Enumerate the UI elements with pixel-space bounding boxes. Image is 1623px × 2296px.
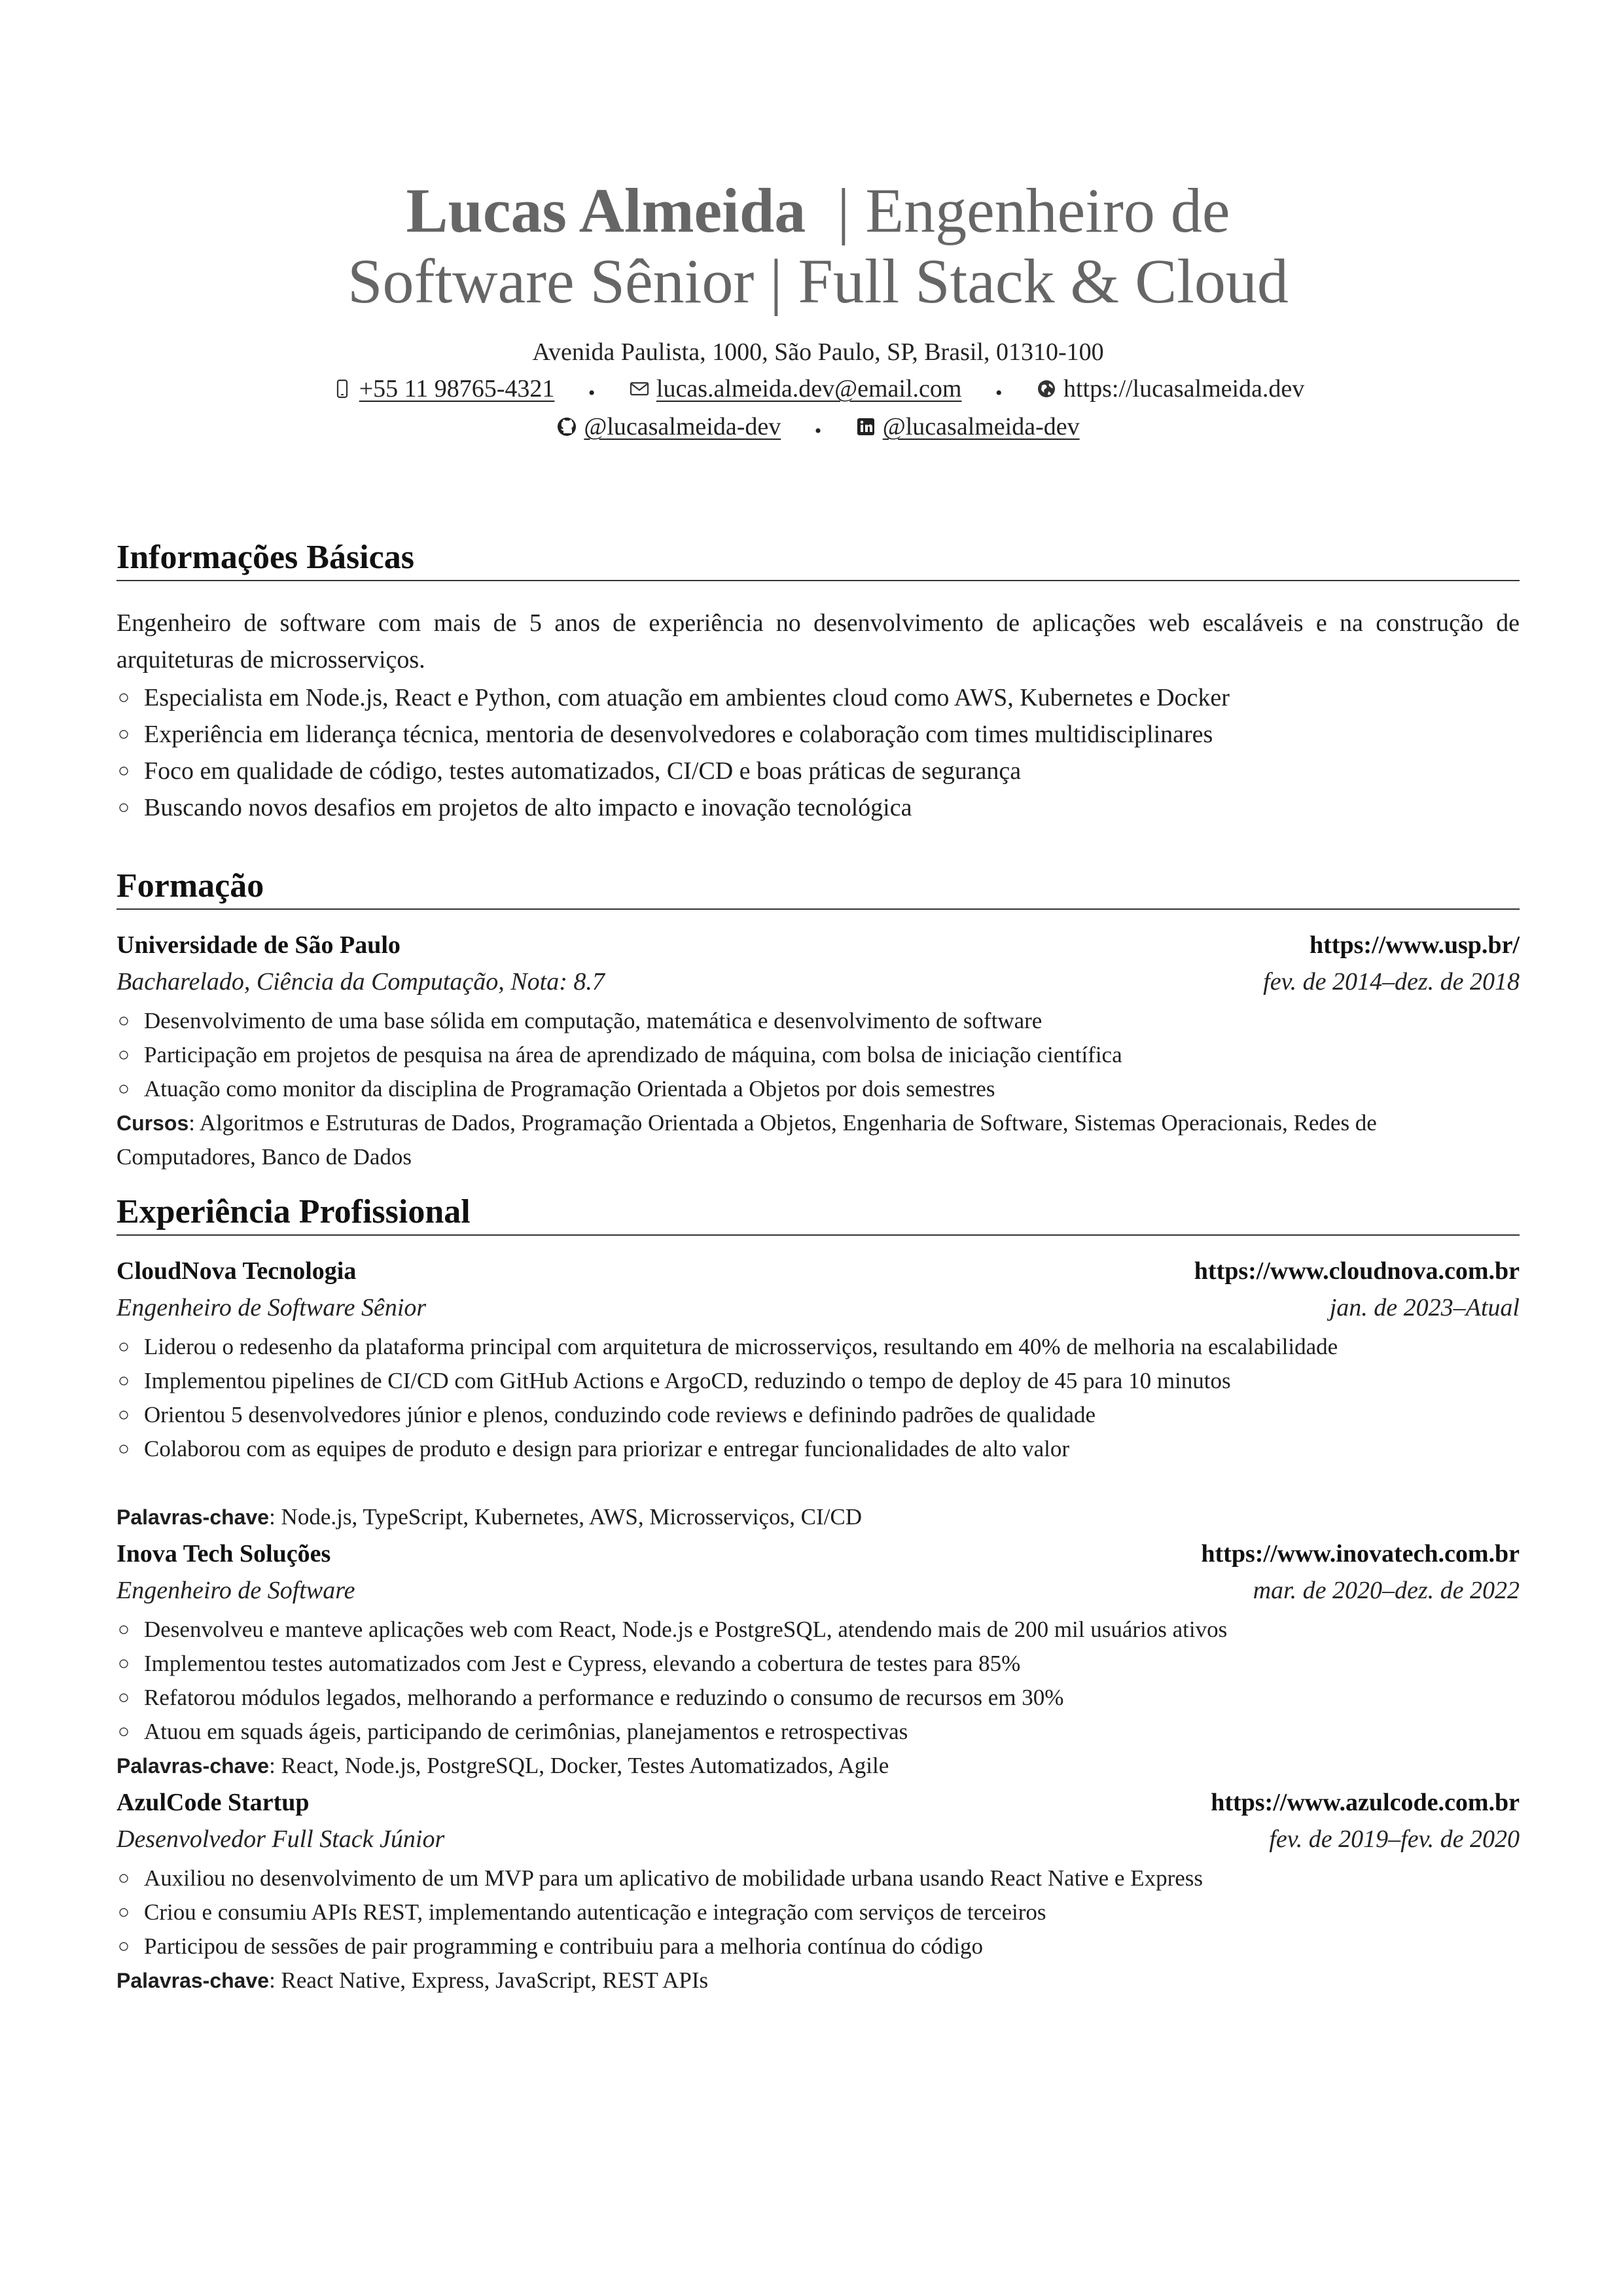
list-item: [116, 1647, 1520, 1681]
job-sub: [116, 1822, 1520, 1856]
list-item: [116, 1861, 1520, 1895]
job-bullets: [116, 1861, 1520, 1964]
list-item-text: Implementou testes automatizados com Jest e Cypress, elevando a cobertura de testes para 85%: [144, 1651, 1021, 1676]
separator-dot: •: [995, 382, 1003, 404]
contact-line-2: [116, 410, 1520, 448]
list-item: [116, 1330, 1520, 1364]
resume-header: [116, 175, 1520, 317]
list-item-text: Participação em projetos de pesquisa na área de aprendizado de máquina, com bolsa de iniciação científica: [144, 1042, 1122, 1067]
bullet-circle-icon: ○: [118, 1336, 130, 1357]
github-link[interactable]: @lucasalmeida-dev: [584, 413, 781, 440]
company-url[interactable]: https://www.azulcode.com.br: [1211, 1789, 1520, 1816]
job-bullets: [116, 1330, 1520, 1466]
envelope-icon: [629, 378, 650, 399]
list-item: [116, 716, 1520, 753]
job-role: Engenheiro de Software Sênior: [116, 1294, 427, 1321]
keywords-list: Node.js, TypeScript, Kubernetes, AWS, Microsserviços, CI/CD: [281, 1504, 863, 1530]
bullet-circle-icon: ○: [118, 1935, 130, 1957]
experience-heading: Experiência Profissional: [116, 1193, 1520, 1236]
list-item: [116, 1398, 1520, 1432]
job-dates: jan. de 2023–Atual: [1329, 1294, 1520, 1321]
summary-bullets: [116, 679, 1520, 826]
phone-item[interactable]: [332, 372, 555, 406]
list-item: [116, 1681, 1520, 1715]
courses: Cursos: Algoritmos e Estruturas de Dados, Programação Orientada a Objetos, Engenharia de Software, Sistemas Operacionais, Redes de Computadores, Banco de Dados: [116, 1110, 1377, 1170]
list-item-text: Colaborou com as equipes de produto e design para priorizar e entregar funcionalidades de alto valor: [144, 1436, 1070, 1462]
bullet-circle-icon: ○: [118, 1438, 130, 1460]
courses-label: Cursos: [116, 1111, 189, 1135]
email-link[interactable]: lucas.almeida.dev@email.com: [656, 375, 962, 403]
list-item-text: Orientou 5 desenvolvedores júnior e plenos, conduzindo code reviews e definindo padrões de qualidade: [144, 1402, 1096, 1427]
github-item[interactable]: [556, 410, 781, 444]
job-keywords: Palavras-chave: Node.js, TypeScript, Kubernetes, AWS, Microsserviços, CI/CD: [116, 1504, 863, 1530]
education-heading: Formação: [116, 867, 1520, 910]
list-item-text: Desenvolvimento de uma base sólida em computação, matemática e desenvolvimento de software: [144, 1008, 1043, 1033]
address: Avenida Paulista, 1000, São Paulo, SP, Brasil, 01310-100: [532, 338, 1104, 366]
job-keywords: Palavras-chave: React Native, Express, JavaScript, REST APIs: [116, 1967, 709, 1993]
list-item-text: Atuação como monitor da disciplina de Programação Orientada a Objetos por dois semestres: [144, 1076, 995, 1102]
bullet-circle-icon: ○: [118, 760, 130, 781]
list-item-text: Participou de sessões de pair programming e contribuiu para a melhoria contínua do código: [144, 1933, 983, 1959]
list-item: [116, 679, 1520, 716]
job-bullets: [116, 1613, 1520, 1749]
list-item: [116, 1072, 1520, 1106]
bullet-circle-icon: ○: [118, 1867, 130, 1889]
education-entry-sub: [116, 965, 1520, 999]
bullet-circle-icon: ○: [118, 797, 130, 818]
courses-list: Algoritmos e Estruturas de Dados, Programação Orientada a Objetos, Engenharia de Software, Sistemas Operacionais, Redes de Computadores, Banco de Dados: [116, 1110, 1377, 1170]
bullet-circle-icon: ○: [118, 1370, 130, 1391]
headline-part-1: | Engenheiro de: [837, 175, 1230, 245]
job-sub: [116, 1291, 1520, 1325]
list-item-text: Refatorou módulos legados, melhorando a performance e reduzindo o consumo de recursos em 30%: [144, 1685, 1064, 1710]
job-role: Desenvolvedor Full Stack Júnior: [116, 1825, 445, 1853]
mobile-phone-icon: [332, 378, 353, 399]
keywords-label: Palavras-chave: [116, 1505, 270, 1529]
list-item: [116, 1895, 1520, 1929]
education-dates: fev. de 2014–dez. de 2018: [1263, 968, 1520, 996]
list-item-text: Desenvolveu e manteve aplicações web com React, Node.js e PostgreSQL, atendendo mais de 200 mil usuários ativos: [144, 1617, 1228, 1642]
list-item-text: Buscando novos desafios em projetos de alto impacto e inovação tecnológica: [144, 794, 912, 821]
bullet-circle-icon: ○: [118, 1653, 130, 1674]
list-item: [116, 789, 1520, 826]
job-header: [116, 1254, 1520, 1288]
institution-url[interactable]: https://www.usp.br/: [1310, 931, 1520, 959]
list-item-text: Especialista em Node.js, React e Python, com atuação em ambientes cloud como AWS, Kubernetes e Docker: [144, 684, 1230, 711]
list-item-text: Liderou o redesenho da plataforma principal com arquitetura de microsserviços, resultando em 40% de melhoria na escalabilidade: [144, 1334, 1338, 1359]
github-icon: [556, 416, 577, 437]
list-item: [116, 1004, 1520, 1038]
list-item: [116, 1364, 1520, 1398]
candidate-name: Lucas Almeida: [406, 175, 806, 245]
separator-dot: •: [814, 420, 822, 442]
header-line-1: [116, 175, 1520, 246]
summary-heading: Informações Básicas: [116, 538, 1520, 581]
bullet-circle-icon: ○: [118, 1619, 130, 1640]
bullet-circle-icon: ○: [118, 1901, 130, 1923]
bullet-circle-icon: ○: [118, 1404, 130, 1426]
list-item-text: Criou e consumiu APIs REST, implementando autenticação e integração com serviços de terceiros: [144, 1899, 1046, 1925]
bullet-circle-icon: ○: [118, 1078, 130, 1100]
website-item[interactable]: [1036, 372, 1304, 406]
list-item-text: Experiência em liderança técnica, mentoria de desenvolvedores e colaboração com times multidisciplinares: [144, 721, 1213, 748]
phone-link[interactable]: +55 11 98765-4321: [359, 375, 555, 403]
job-sub: [116, 1573, 1520, 1607]
list-item: [116, 753, 1520, 789]
list-item: [116, 1613, 1520, 1647]
list-item: [116, 1432, 1520, 1466]
linkedin-item[interactable]: [855, 410, 1080, 444]
bullet-circle-icon: ○: [118, 1010, 130, 1031]
bullet-circle-icon: ○: [118, 1721, 130, 1742]
globe-icon: [1036, 378, 1057, 399]
keywords-list: React, Node.js, PostgreSQL, Docker, Testes Automatizados, Agile: [281, 1753, 889, 1778]
list-item: [116, 1929, 1520, 1964]
company-url[interactable]: https://www.inovatech.com.br: [1201, 1540, 1520, 1568]
summary-text: Engenheiro de software com mais de 5 anos de experiência no desenvolvimento de aplicações web escaláveis e na construção de arquiteturas de microsserviços.: [116, 609, 1520, 673]
keywords-list: React Native, Express, JavaScript, REST APIs: [281, 1967, 709, 1993]
company-name: AzulCode Startup: [116, 1789, 310, 1816]
list-item-text: Implementou pipelines de CI/CD com GitHub Actions e ArgoCD, reduzindo o tempo de deploy de 45 para 10 minutos: [144, 1368, 1231, 1393]
job-dates: mar. de 2020–dez. de 2022: [1253, 1577, 1520, 1604]
job-role: Engenheiro de Software: [116, 1577, 355, 1604]
headline-part-2: Software Sênior | Full Stack & Cloud: [348, 246, 1289, 316]
list-item-text: Atuou em squads ágeis, participando de cerimônias, planejamentos e retrospectivas: [144, 1719, 908, 1744]
list-item-text: Auxiliou no desenvolvimento de um MVP para um aplicativo de mobilidade urbana usando React Native e Express: [144, 1865, 1204, 1891]
bullet-circle-icon: ○: [118, 1687, 130, 1708]
degree: Bacharelado, Ciência da Computação, Nota: 8.7: [116, 968, 605, 996]
bullet-circle-icon: ○: [118, 723, 130, 745]
website-link[interactable]: https://lucasalmeida.dev: [1063, 375, 1305, 403]
education-bullets: [116, 1004, 1520, 1106]
keywords-label: Palavras-chave: [116, 1969, 270, 1992]
linkedin-link[interactable]: @lucasalmeida-dev: [882, 413, 1080, 440]
job-header: [116, 1785, 1520, 1820]
linkedin-icon: [855, 416, 876, 437]
bullet-circle-icon: ○: [118, 1044, 130, 1066]
list-item-text: Foco em qualidade de código, testes automatizados, CI/CD e boas práticas de segurança: [144, 757, 1022, 785]
list-item: [116, 1715, 1520, 1749]
job-keywords: Palavras-chave: React, Node.js, PostgreSQL, Docker, Testes Automatizados, Agile: [116, 1753, 889, 1778]
separator-dot: •: [588, 382, 596, 404]
job-header: [116, 1537, 1520, 1571]
contact-line-1: [116, 372, 1520, 410]
education-entry-header: [116, 928, 1520, 962]
institution-name: Universidade de São Paulo: [116, 931, 401, 959]
company-name: Inova Tech Soluções: [116, 1540, 331, 1568]
list-item: [116, 1038, 1520, 1072]
company-url[interactable]: https://www.cloudnova.com.br: [1194, 1257, 1520, 1285]
email-item[interactable]: [629, 372, 962, 406]
job-dates: fev. de 2019–fev. de 2020: [1269, 1825, 1520, 1853]
company-name: CloudNova Tecnologia: [116, 1257, 357, 1285]
keywords-label: Palavras-chave: [116, 1754, 270, 1778]
bullet-circle-icon: ○: [118, 687, 130, 708]
